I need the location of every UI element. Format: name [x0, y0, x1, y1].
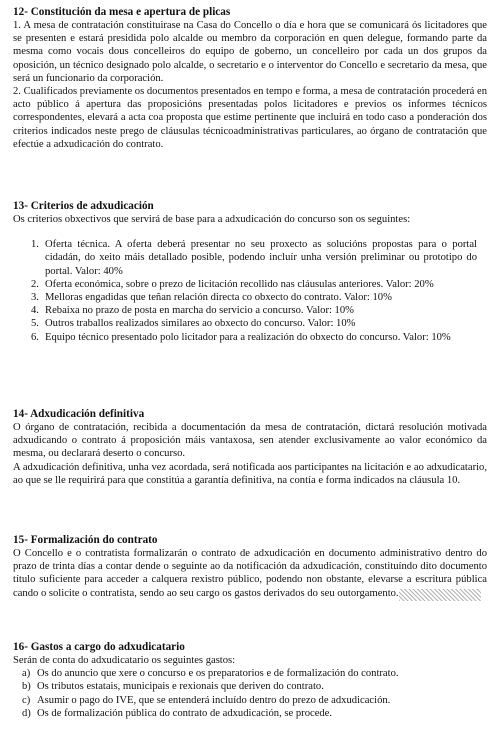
section-12-title: 12- Constitución da mesa e apertura de plicas — [13, 6, 231, 18]
section-12-paragraph-2: 2. Cualificados previamente os documentos presentados en tempo e forma, a mesa de contratación procederá en acto público á apertura das proposicións presentadas polos licitadores e previos os informes técnicos correspondentes, elevará a acta coa proposta que estime pertinente que incluirá en todo caso a ponderación dos criterios indicados neste prego de cláusulas técnicoadministrativas particulares, ao órgano de contratación que efectúe a adxudicación do contrato. — [13, 86, 487, 150]
section-14-paragraph-1: O órgano de contratación, recibida a documentación da mesa de contratación, dictará resolución motivada adxudicando o contrato á proposición máis vantaxosa, sen atender exclusivamente ao valor económico da mesma, ou declarará deserto o concurso. — [13, 422, 487, 460]
section-12-paragraph-1: 1. A mesa de contratación constituirase na Casa do Concello o día e hora que se comunicará ós licitadores que se presenten e estará presidida polo alcalde ou membro da corporación en quen delegue, formando parte da mesma como vocais dous concelleiros do equipo de goberno, un concelleiro por cada un dos grupos da oposición, un técnico designado polo alcalde, o secretario e o interventor do Concello e secretario da mesa, que será un funcionario da corporación. — [13, 20, 487, 84]
section-13 — [13, 200, 487, 344]
section-14-paragraph-2: A adxudicación definitiva, unha vez acordada, será notificada aos participantes na licitación e ao adxudicatario, ao que se lle requirirá para que constitúa a garantía definitiva, na contía e forma indicados na cláusula 10. — [13, 461, 487, 486]
criteria-item: 3. Melloras engadidas que teñan relación directa co obxecto do contrato. Valor: 10% — [31, 292, 392, 304]
section-15-title: 15- Formalización do contrato — [13, 534, 158, 546]
section-13-title: 13- Criterios de adxudicación — [13, 200, 154, 212]
expense-item: d) Os de formalización pública do contrato de adxudicación, se procede. — [22, 707, 333, 719]
expense-item: a) Os do anuncio que xere o concurso e os preparatorios e de formalización do contrato. — [22, 668, 399, 680]
section-16-title: 16- Gastos a cargo do adxudicatario — [13, 641, 185, 653]
expenses-list — [13, 667, 487, 720]
section-16 — [13, 641, 487, 720]
section-13-intro: Os criterios obxectivos que servirá de base para a adxudicación do concurso son os seguintes: — [13, 214, 411, 225]
criteria-item: 1. Oferta técnica. A oferta deberá presentar no seu proxecto as solucións propostas para o portal cidadán, do xeito máis detallado posible, podendo incluír unha versión preliminar ou prototipo do portal. Valor: 40% — [31, 239, 477, 277]
criteria-item: 2. Oferta económica, sobre o prezo de licitación recollido nas cláusulas anteriores. Valor: 20% — [31, 278, 434, 290]
section-16-intro: Serán de conta do adxudicatario os seguintes gastos: — [13, 655, 236, 666]
expense-item: b) Os tributos estatais, municipais e rexionais que deriven do contrato. — [22, 681, 324, 693]
expense-item: c) Asumir o pago do IVE, que se entenderá incluído dentro do prezo de adxudicación. — [22, 694, 391, 706]
criteria-list — [13, 238, 487, 344]
redaction-mark — [399, 589, 481, 601]
criteria-item: 6. Equipo técnico presentado polo licitador para a realización do obxecto do concurso. Valor: 10% — [31, 331, 451, 343]
section-12 — [13, 6, 487, 151]
section-14 — [13, 408, 487, 487]
criteria-item: 5. Outros traballos realizados similares ao obxecto do concurso. Valor: 10% — [31, 318, 356, 330]
criteria-item: 4. Rebaixa no prazo de posta en marcha do servicio a concurso. Valor: 10% — [31, 305, 354, 317]
section-15-paragraph-1: O Concello e o contratista formalizarán o contrato de adxudicación en documento administrativo dentro do prazo de trinta días a contar dende o seguinte ao da notificación da adxudicación, constituíndo dito documento título suficiente para acceder a calquera rexistro público, podendo non obstante, elevarse a escritura pública cando o solicite o contratista, sendo ao seu cargo os gastos derivados do seu outorgamento. — [13, 548, 487, 599]
section-14-title: 14- Adxudicación definitiva — [13, 408, 145, 420]
